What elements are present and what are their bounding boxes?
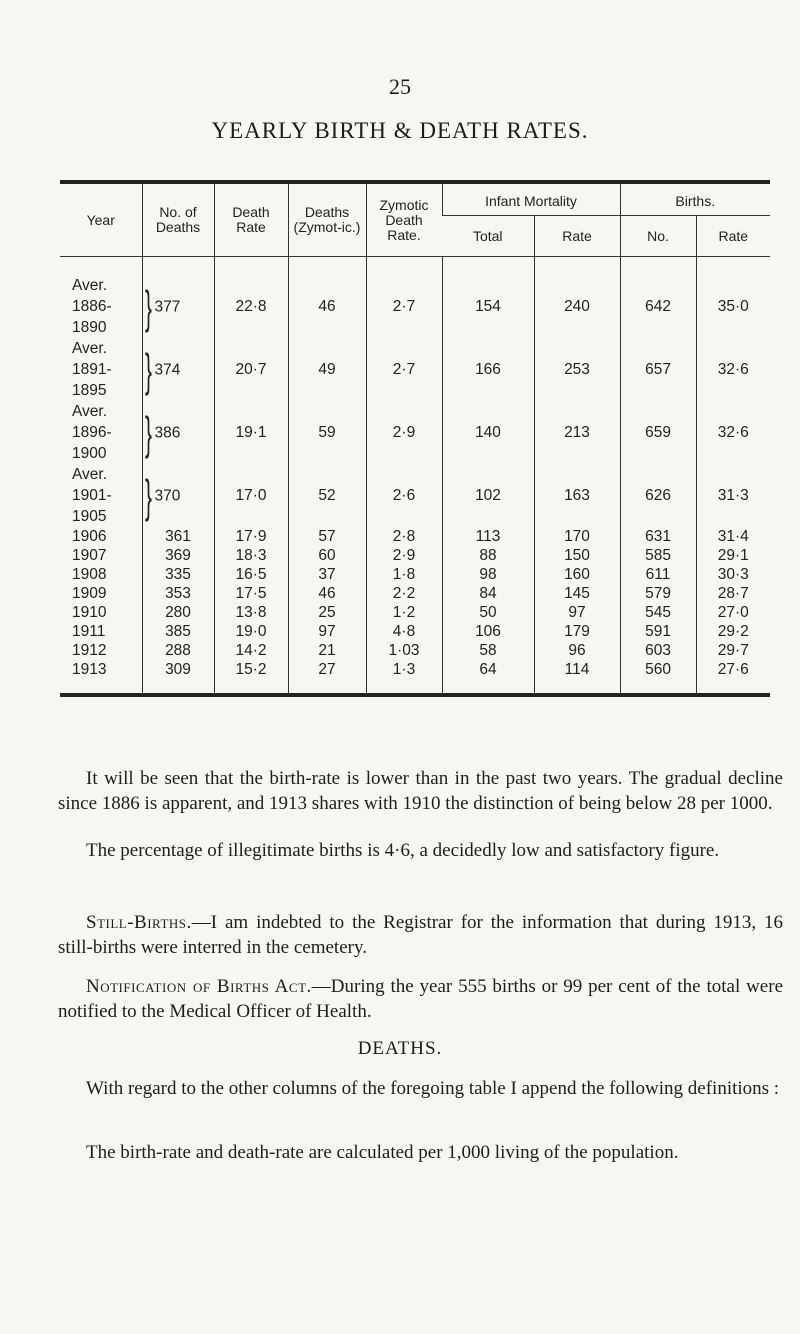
- brace-icon: }: [144, 469, 152, 522]
- table-row: [60, 464, 770, 527]
- births-rate-cell: 30·3: [696, 565, 770, 584]
- zymotic-cell: 46: [288, 257, 366, 339]
- death-rate-cell: 19·0: [214, 622, 288, 641]
- zymotic-rate-cell: 2·6: [366, 464, 442, 527]
- header-infant-rate: Rate: [534, 216, 620, 257]
- zymotic-rate-cell: 4·8: [366, 622, 442, 641]
- paragraph-illegitimate: The percentage of illegitimate births is 4·6, a decidedly low and satisfactory figure.: [86, 840, 720, 861]
- year-cell: 1908: [72, 566, 107, 583]
- header-births: Births.: [620, 182, 770, 216]
- header-births-no: No.: [620, 216, 696, 257]
- infant-rate-cell: 160: [534, 565, 620, 584]
- infant-rate-cell: 145: [534, 584, 620, 603]
- row-label: Aver. 1901- 1905: [72, 466, 112, 525]
- zymotic-rate-cell: 1·2: [366, 603, 442, 622]
- year-cell: 1912: [72, 642, 107, 659]
- infant-total-cell: 140: [442, 401, 534, 464]
- deaths-cell: 335: [142, 565, 214, 584]
- zymotic-cell: 52: [288, 464, 366, 527]
- infant-total-cell: 88: [442, 546, 534, 565]
- death-rate-cell: 19·1: [214, 401, 288, 464]
- births-rate-cell: 31·3: [696, 464, 770, 527]
- death-rate-cell: 17·0: [214, 464, 288, 527]
- zymotic-rate-cell: 1·3: [366, 660, 442, 695]
- zymotic-rate-cell: 2·7: [366, 257, 442, 339]
- births-rate-cell: 31·4: [696, 527, 770, 546]
- death-rate-cell: 15·2: [214, 660, 288, 695]
- notification-heading: Notification of Births Act.: [86, 976, 312, 997]
- header-deaths: No. of Deaths: [142, 182, 214, 257]
- death-rate-cell: 17·5: [214, 584, 288, 603]
- births-no-cell: 631: [620, 527, 696, 546]
- row-label: Aver. 1891- 1895: [72, 340, 112, 399]
- infant-total-cell: 113: [442, 527, 534, 546]
- infant-rate-cell: 170: [534, 527, 620, 546]
- infant-rate-cell: 253: [534, 338, 620, 401]
- death-rate-cell: 17·9: [214, 527, 288, 546]
- death-rate-cell: 14·2: [214, 641, 288, 660]
- table-row: [60, 660, 770, 695]
- table-row: [60, 641, 770, 660]
- page-number: 25: [389, 74, 411, 99]
- header-year: Year: [86, 211, 115, 228]
- table-row: [60, 603, 770, 622]
- deaths-cell: 309: [142, 660, 214, 695]
- zymotic-cell: 97: [288, 622, 366, 641]
- births-no-cell: 659: [620, 401, 696, 464]
- death-rate-cell: 18·3: [214, 546, 288, 565]
- row-label: Aver. 1886- 1890: [72, 277, 112, 336]
- deaths-heading: DEATHS.: [357, 1038, 443, 1059]
- zymotic-rate-cell: 2·2: [366, 584, 442, 603]
- header-infant-mortality: Infant Mortality: [442, 182, 620, 216]
- infant-total-cell: 58: [442, 641, 534, 660]
- deaths-cell: } 370: [142, 464, 214, 527]
- deaths-cell: 353: [142, 584, 214, 603]
- year-cell: 1906: [72, 528, 107, 545]
- infant-total-cell: 84: [442, 584, 534, 603]
- paragraph-definitions: With regard to the other columns of the foregoing table I append the following definitions :: [86, 1078, 780, 1099]
- brace-icon: }: [144, 343, 152, 396]
- year-cell: 1911: [72, 623, 106, 640]
- header-deaths-zymotic: Deaths (Zymot-ic.): [288, 182, 366, 257]
- births-no-cell: 585: [620, 546, 696, 565]
- table-row: [60, 546, 770, 565]
- births-rate-cell: 35·0: [696, 257, 770, 339]
- deaths-cell: } 377: [142, 257, 214, 339]
- infant-total-cell: 50: [442, 603, 534, 622]
- infant-rate-cell: 96: [534, 641, 620, 660]
- brace-icon: }: [144, 280, 152, 333]
- death-rate-cell: 20·7: [214, 338, 288, 401]
- zymotic-cell: 25: [288, 603, 366, 622]
- table-row: [60, 584, 770, 603]
- paragraph-rates-calculated: The birth-rate and death-rate are calculated per 1,000 living of the population.: [86, 1142, 679, 1163]
- header-infant-total: Total: [442, 216, 534, 257]
- paragraph-still-births: Still-Births.—I am indebted to the Registrar for the information that during 1913, 16 still-births were interred in the cemetery.: [58, 912, 783, 958]
- infant-rate-cell: 179: [534, 622, 620, 641]
- row-label: Aver. 1896- 1900: [72, 403, 112, 462]
- header-births-rate: Rate: [696, 216, 770, 257]
- deaths-cell: } 374: [142, 338, 214, 401]
- paragraph-birth-rate: It will be seen that the birth-rate is lower than in the past two years. The gradual decline since 1886 is apparent, and 1913 shares with 1910 the distinction of being below 28 per 1000.: [58, 768, 783, 814]
- zymotic-rate-cell: 2·8: [366, 527, 442, 546]
- death-rate-cell: 22·8: [214, 257, 288, 339]
- births-no-cell: 545: [620, 603, 696, 622]
- births-rate-cell: 28·7: [696, 584, 770, 603]
- header-death-rate: Death Rate: [214, 182, 288, 257]
- births-no-cell: 626: [620, 464, 696, 527]
- year-cell: 1907: [72, 547, 107, 564]
- death-rate-cell: 16·5: [214, 565, 288, 584]
- page-title: YEARLY BIRTH & DEATH RATES.: [211, 118, 589, 143]
- zymotic-cell: 60: [288, 546, 366, 565]
- births-no-cell: 579: [620, 584, 696, 603]
- table-row: [60, 565, 770, 584]
- birth-death-rates-table: [60, 180, 770, 697]
- births-no-cell: 611: [620, 565, 696, 584]
- births-no-cell: 603: [620, 641, 696, 660]
- zymotic-cell: 46: [288, 584, 366, 603]
- table-row: [60, 257, 770, 339]
- table-row: [60, 401, 770, 464]
- births-rate-cell: 29·7: [696, 641, 770, 660]
- infant-total-cell: 154: [442, 257, 534, 339]
- births-no-cell: 642: [620, 257, 696, 339]
- table-body: [60, 257, 770, 696]
- deaths-cell: 369: [142, 546, 214, 565]
- infant-rate-cell: 163: [534, 464, 620, 527]
- zymotic-cell: 59: [288, 401, 366, 464]
- still-births-heading: Still-Births.: [86, 912, 192, 933]
- births-rate-cell: 32·6: [696, 401, 770, 464]
- zymotic-cell: 37: [288, 565, 366, 584]
- infant-total-cell: 98: [442, 565, 534, 584]
- births-rate-cell: 27·0: [696, 603, 770, 622]
- zymotic-cell: 49: [288, 338, 366, 401]
- zymotic-rate-cell: 2·9: [366, 401, 442, 464]
- births-no-cell: 560: [620, 660, 696, 695]
- zymotic-cell: 21: [288, 641, 366, 660]
- zymotic-rate-cell: 2·7: [366, 338, 442, 401]
- deaths-cell: 280: [142, 603, 214, 622]
- table-row: [60, 527, 770, 546]
- infant-total-cell: 64: [442, 660, 534, 695]
- births-no-cell: 657: [620, 338, 696, 401]
- zymotic-cell: 57: [288, 527, 366, 546]
- table-row: [60, 338, 770, 401]
- infant-rate-cell: 150: [534, 546, 620, 565]
- zymotic-rate-cell: 2·9: [366, 546, 442, 565]
- header-zymotic-rate: Zymotic Death Rate.: [366, 182, 442, 257]
- paragraph-notification: Notification of Births Act.—During the year 555 births or 99 per cent of the total were notified to the Medical Officer of Health.: [58, 976, 783, 1022]
- zymotic-cell: 27: [288, 660, 366, 695]
- infant-rate-cell: 114: [534, 660, 620, 695]
- infant-total-cell: 106: [442, 622, 534, 641]
- deaths-cell: 361: [142, 527, 214, 546]
- births-rate-cell: 32·6: [696, 338, 770, 401]
- zymotic-rate-cell: 1·8: [366, 565, 442, 584]
- deaths-cell: 385: [142, 622, 214, 641]
- infant-rate-cell: 213: [534, 401, 620, 464]
- year-cell: 1913: [72, 661, 107, 678]
- zymotic-rate-cell: 1·03: [366, 641, 442, 660]
- infant-rate-cell: 240: [534, 257, 620, 339]
- table-row: [60, 622, 770, 641]
- births-rate-cell: 27·6: [696, 660, 770, 695]
- births-no-cell: 591: [620, 622, 696, 641]
- death-rate-cell: 13·8: [214, 603, 288, 622]
- deaths-cell: } 386: [142, 401, 214, 464]
- births-rate-cell: 29·2: [696, 622, 770, 641]
- year-cell: 1909: [72, 585, 107, 602]
- infant-total-cell: 166: [442, 338, 534, 401]
- infant-rate-cell: 97: [534, 603, 620, 622]
- births-rate-cell: 29·1: [696, 546, 770, 565]
- infant-total-cell: 102: [442, 464, 534, 527]
- deaths-cell: 288: [142, 641, 214, 660]
- year-cell: 1910: [72, 604, 107, 621]
- brace-icon: }: [144, 406, 152, 459]
